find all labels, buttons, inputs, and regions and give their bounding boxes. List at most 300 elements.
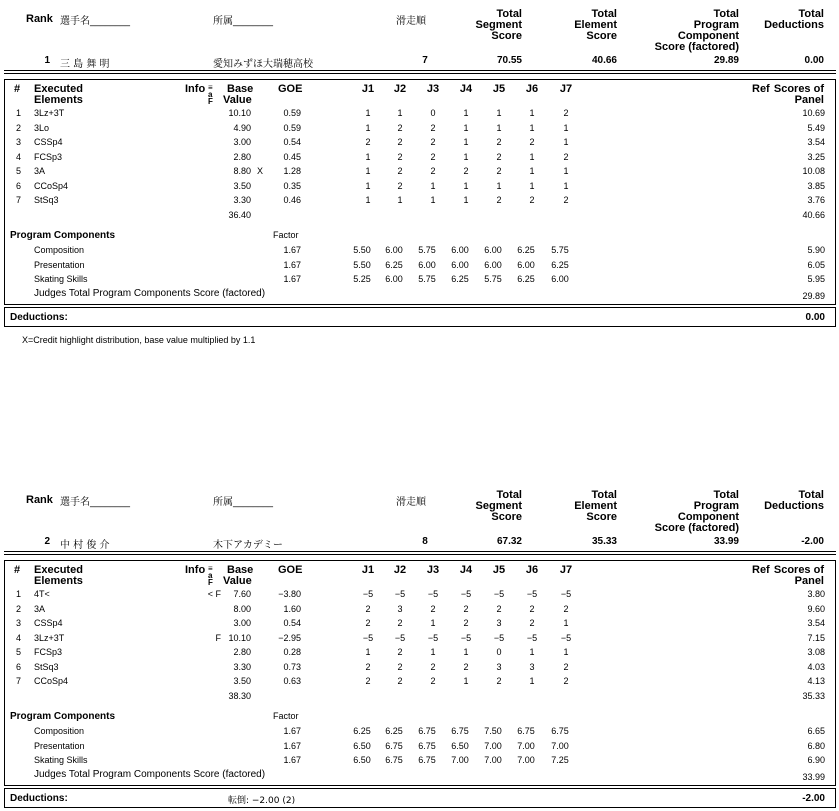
- element-panel-score: 9.60: [807, 603, 825, 614]
- element-judge-5: 1: [496, 180, 502, 191]
- program-components-heading: Program Components: [10, 230, 116, 241]
- component-judge-7: 6.00: [551, 274, 569, 284]
- element-base-value: 8.00: [233, 603, 251, 614]
- element-judge-7: 1: [563, 647, 569, 657]
- col-info: Info: [185, 83, 206, 95]
- component-name: Composition: [34, 245, 85, 255]
- total-element-score: 35.33: [591, 536, 617, 547]
- element-name: FCSp3: [34, 151, 63, 162]
- element-judge-1: 1: [365, 151, 371, 162]
- element-judge-4: 1: [463, 195, 469, 205]
- component-judge-1: 6.25: [353, 726, 371, 736]
- element-judge-4: −5: [460, 589, 472, 599]
- component-judge-5: 7.50: [484, 726, 502, 736]
- component-judge-3: 5.75: [418, 274, 436, 284]
- component-judge-2: 6.75: [385, 755, 403, 765]
- rank-label: Rank: [26, 13, 53, 25]
- header-pcs-label: Program: [693, 500, 739, 512]
- skater-rank: 1: [44, 55, 50, 66]
- component-judge-7: 7.25: [551, 755, 569, 765]
- element-judge-6: 2: [529, 618, 535, 628]
- component-judge-6: 6.25: [517, 245, 535, 255]
- element-judge-2: 2: [397, 676, 403, 686]
- component-judge-5: 5.75: [484, 274, 502, 284]
- component-panel-score: 5.95: [807, 274, 825, 284]
- header-pcs-label: Total: [713, 489, 739, 501]
- col-goe: GOE: [278, 83, 303, 95]
- component-judge-4: 7.00: [451, 755, 469, 765]
- element-judge-6: 3: [529, 661, 535, 672]
- component-judge-4: 6.00: [451, 245, 469, 255]
- component-judge-2: 6.75: [385, 740, 403, 751]
- element-judge-7: 1: [563, 122, 569, 133]
- element-panel-score: 3.25: [807, 151, 825, 162]
- element-judge-6: 1: [529, 151, 535, 162]
- component-judge-6: 7.00: [517, 740, 535, 751]
- element-judge-1: 1: [365, 122, 371, 133]
- deductions-label: Deductions:: [10, 793, 68, 804]
- total-pcs-score: 33.99: [713, 536, 739, 547]
- element-base-value: 7.60: [233, 589, 251, 599]
- col-judge-3: J3: [426, 83, 440, 95]
- element-judge-3: 1: [430, 180, 436, 191]
- element-judge-2: −5: [394, 589, 406, 599]
- element-panel-score: 3.54: [807, 618, 825, 628]
- element-judge-3: 1: [430, 647, 436, 657]
- component-judge-3: 6.75: [418, 740, 436, 751]
- element-goe: 1.60: [283, 603, 301, 614]
- element-base-value: 8.80: [233, 166, 251, 176]
- element-panel-score: 3.54: [807, 137, 825, 147]
- element-goe: 0.59: [283, 122, 301, 133]
- element-judge-5: 1: [496, 108, 502, 118]
- element-number: 1: [16, 589, 22, 599]
- component-factor: 1.67: [283, 726, 301, 736]
- element-judge-6: 1: [529, 108, 535, 118]
- col-info-vert: ≡: [208, 83, 213, 92]
- skater-name-label: 選手名________: [60, 497, 130, 508]
- element-name: 3Lz+3T: [34, 632, 65, 643]
- component-name: Skating Skills: [34, 274, 88, 284]
- element-judge-1: 2: [365, 661, 371, 672]
- component-judge-5: 6.00: [484, 245, 502, 255]
- element-panel-score: 10.69: [802, 108, 825, 118]
- component-factor: 1.67: [283, 740, 301, 751]
- col-number: #: [14, 564, 21, 576]
- header-tes-label: Element: [574, 500, 617, 512]
- element-name: StSq3: [34, 195, 59, 205]
- component-judge-1: 6.50: [353, 740, 371, 751]
- header-pcs-label: Component: [677, 30, 739, 42]
- element-judge-7: 2: [563, 108, 569, 118]
- total-segment-score: 67.32: [496, 536, 522, 547]
- element-goe: 0.73: [283, 661, 301, 672]
- base-value-total: 36.40: [228, 210, 251, 220]
- element-judge-2: 2: [397, 661, 403, 672]
- element-judge-2: −5: [394, 632, 406, 643]
- col-base-value: Value: [223, 94, 252, 106]
- component-panel-score: 6.90: [807, 755, 825, 765]
- element-number: 4: [16, 632, 22, 643]
- element-base-value: 3.50: [233, 180, 251, 191]
- deductions-detail: 転倒: −2.00 (2): [228, 796, 296, 806]
- element-judge-5: 1: [496, 122, 502, 133]
- total-element-score: 40.66: [591, 55, 617, 66]
- element-panel-score: 4.13: [807, 676, 825, 686]
- element-panel-score: 3.08: [807, 647, 825, 657]
- component-judge-5: 7.00: [484, 740, 502, 751]
- header-tes-label: Score: [586, 511, 617, 523]
- element-judge-3: 2: [430, 122, 436, 133]
- header-pcs-label: Program: [693, 19, 739, 31]
- element-judge-4: −5: [460, 632, 472, 643]
- col-executed-elements-2: Elements: [34, 575, 83, 587]
- element-number: 2: [16, 603, 22, 614]
- col-info-vert: F: [208, 97, 213, 106]
- element-name: CSSp4: [34, 137, 63, 147]
- element-judge-3: 1: [430, 618, 436, 628]
- component-judge-4: 6.75: [451, 726, 469, 736]
- col-ref: Ref: [752, 564, 770, 576]
- header-pcs-label: Total: [713, 8, 739, 20]
- element-judge-4: 1: [463, 108, 469, 118]
- col-judge-6: J6: [525, 564, 539, 576]
- col-info-vert: a: [208, 571, 213, 580]
- component-judge-6: 7.00: [517, 755, 535, 765]
- component-name: Presentation: [34, 740, 85, 751]
- element-judge-3: 2: [430, 137, 436, 147]
- element-judge-3: −5: [427, 589, 439, 599]
- component-judge-2: 6.25: [385, 259, 403, 270]
- element-number: 7: [16, 676, 22, 686]
- col-judge-5: J5: [492, 564, 506, 576]
- col-scores-of-panel: Scores of: [773, 83, 824, 95]
- header-separator: [4, 551, 836, 555]
- header-pcs-label: Score (factored): [654, 522, 739, 534]
- element-panel-score: 3.85: [807, 180, 825, 191]
- element-number: 6: [16, 661, 22, 672]
- element-goe: 0.59: [283, 108, 301, 118]
- element-name: CCoSp4: [34, 180, 69, 191]
- element-judge-4: 2: [463, 661, 469, 672]
- element-goe: 0.45: [283, 151, 301, 162]
- skater-name: 三 島 舞 明: [60, 59, 110, 70]
- col-scores-of-panel-2: Panel: [794, 575, 824, 587]
- component-factor: 1.67: [283, 245, 301, 255]
- element-judge-7: 1: [563, 618, 569, 628]
- element-judge-7: 1: [563, 166, 569, 176]
- element-judge-1: 2: [365, 603, 371, 614]
- element-judge-6: 1: [529, 647, 535, 657]
- element-number: 3: [16, 137, 22, 147]
- component-judge-1: 5.25: [353, 274, 371, 284]
- element-panel-score: 10.08: [802, 166, 825, 176]
- skater-club: 木下アカデミー: [213, 540, 283, 551]
- header-tes-label: Score: [586, 30, 617, 42]
- element-goe: 0.28: [283, 647, 301, 657]
- element-judge-4: 2: [463, 166, 469, 176]
- element-judge-7: −5: [560, 589, 572, 599]
- element-judge-6: 1: [529, 166, 535, 176]
- header-ded-label: Deductions: [764, 500, 824, 512]
- element-number: 5: [16, 166, 22, 176]
- element-judge-1: −5: [362, 589, 374, 599]
- component-factor: 1.67: [283, 274, 301, 284]
- col-judge-1: J1: [361, 83, 375, 95]
- affiliation-label: 所属________: [213, 497, 273, 508]
- element-x-marker: X: [257, 166, 264, 176]
- element-judge-2: 2: [397, 618, 403, 628]
- element-judge-1: 2: [365, 137, 371, 147]
- element-goe: −2.95: [278, 632, 301, 643]
- header-separator: [4, 70, 836, 74]
- header-pcs-label: Score (factored): [654, 41, 739, 53]
- footnote: X=Credit highlight distribution, base value multiplied by 1.1: [22, 335, 256, 345]
- col-judge-4: J4: [459, 83, 473, 95]
- header-pcs-label: Component: [677, 511, 739, 523]
- tes-total: 40.66: [802, 210, 825, 220]
- component-judge-2: 6.25: [385, 726, 403, 736]
- deductions-box: [4, 307, 836, 327]
- element-judge-2: 2: [397, 137, 403, 147]
- col-base: Base: [227, 83, 254, 95]
- component-judge-7: 6.75: [551, 726, 569, 736]
- element-judge-2: 2: [397, 180, 403, 191]
- component-judge-7: 5.75: [551, 245, 569, 255]
- component-judge-7: 7.00: [551, 740, 569, 751]
- element-judge-3: 2: [430, 166, 436, 176]
- factor-heading: Factor: [273, 711, 299, 721]
- header-tss-label: Score: [491, 30, 522, 42]
- element-judge-6: 2: [529, 137, 535, 147]
- element-judge-1: 1: [365, 108, 371, 118]
- start-number: 8: [422, 536, 428, 547]
- header-tss-label: Total: [496, 489, 522, 501]
- header-ded-label: Total: [798, 8, 824, 20]
- element-judge-3: 2: [430, 676, 436, 686]
- deductions-value: 0.00: [805, 312, 825, 323]
- element-judge-3: 2: [430, 151, 436, 162]
- element-judge-2: 2: [397, 151, 403, 162]
- skater-club: 愛知みずほ大瑞穂高校: [213, 59, 313, 70]
- element-judge-4: 1: [463, 122, 469, 133]
- component-name: Skating Skills: [34, 755, 88, 765]
- skater-rank: 2: [44, 536, 50, 547]
- element-number: 2: [16, 122, 22, 133]
- col-number: #: [14, 83, 21, 95]
- element-judge-6: −5: [526, 632, 538, 643]
- element-name: CCoSp4: [34, 676, 69, 686]
- col-judge-6: J6: [525, 83, 539, 95]
- component-judge-4: 6.25: [451, 274, 469, 284]
- element-number: 5: [16, 647, 22, 657]
- element-judge-3: 1: [430, 195, 436, 205]
- element-judge-3: −5: [427, 632, 439, 643]
- element-judge-2: 2: [397, 166, 403, 176]
- start-order-label: 滑走順: [396, 16, 426, 27]
- affiliation-label: 所属________: [213, 16, 273, 27]
- element-number: 7: [16, 195, 22, 205]
- program-components-heading: Program Components: [10, 711, 116, 722]
- component-judge-3: 6.00: [418, 259, 436, 270]
- element-judge-7: 1: [563, 137, 569, 147]
- header-ded-label: Deductions: [764, 19, 824, 31]
- component-panel-score: 5.90: [807, 245, 825, 255]
- judges-total-pcs-label: Judges Total Program Components Score (factored): [34, 769, 266, 780]
- element-judge-2: 2: [397, 647, 403, 657]
- element-judge-4: 1: [463, 676, 469, 686]
- element-judge-7: 2: [563, 676, 569, 686]
- rank-label: Rank: [26, 494, 53, 506]
- element-judge-2: 2: [397, 122, 403, 133]
- element-panel-score: 4.03: [807, 661, 825, 672]
- element-base-value: 10.10: [228, 632, 251, 643]
- element-judge-2: 1: [397, 108, 403, 118]
- element-number: 1: [16, 108, 22, 118]
- header-ded-label: Total: [798, 489, 824, 501]
- col-scores-of-panel: Scores of: [773, 564, 824, 576]
- col-executed-elements-2: Elements: [34, 94, 83, 106]
- component-factor: 1.67: [283, 755, 301, 765]
- element-number: 4: [16, 151, 22, 162]
- element-judge-5: 0: [496, 647, 502, 657]
- component-judge-6: 6.75: [517, 726, 535, 736]
- col-info-vert: a: [208, 90, 213, 99]
- component-judge-4: 6.50: [451, 740, 469, 751]
- total-pcs-score: 29.89: [713, 55, 739, 66]
- skater-name-label: 選手名________: [60, 16, 130, 27]
- col-ref: Ref: [752, 83, 770, 95]
- element-base-value: 3.50: [233, 676, 251, 686]
- element-base-value: 2.80: [233, 647, 251, 657]
- element-judge-1: −5: [362, 632, 374, 643]
- element-judge-2: 1: [397, 195, 403, 205]
- element-judge-6: 1: [529, 676, 535, 686]
- element-judge-4: 1: [463, 137, 469, 147]
- col-judge-7: J7: [559, 83, 573, 95]
- element-info: < F: [207, 589, 221, 599]
- col-judge-7: J7: [559, 564, 573, 576]
- col-base-value: Value: [223, 575, 252, 587]
- component-judge-1: 6.50: [353, 755, 371, 765]
- component-judge-1: 5.50: [353, 245, 371, 255]
- element-judge-1: 2: [365, 676, 371, 686]
- start-order-label: 滑走順: [396, 497, 426, 508]
- col-judge-3: J3: [426, 564, 440, 576]
- element-judge-7: 2: [563, 661, 569, 672]
- element-goe: 0.35: [283, 180, 301, 191]
- element-judge-5: 2: [496, 166, 502, 176]
- start-number: 7: [422, 55, 428, 66]
- col-info-vert: ≡: [208, 564, 213, 573]
- component-judge-6: 6.25: [517, 274, 535, 284]
- col-judge-1: J1: [361, 564, 375, 576]
- element-judge-7: 2: [563, 603, 569, 614]
- total-deductions: -2.00: [801, 536, 824, 547]
- element-judge-7: −5: [560, 632, 572, 643]
- skater-name: 中 村 俊 介: [60, 540, 110, 551]
- pcs-total: 29.89: [802, 291, 825, 301]
- header-tss-label: Segment: [475, 19, 522, 31]
- element-judge-2: 3: [397, 603, 403, 614]
- col-goe: GOE: [278, 564, 303, 576]
- element-info: F: [215, 632, 221, 643]
- header-tss-label: Total: [496, 8, 522, 20]
- element-judge-1: 1: [365, 647, 371, 657]
- col-scores-of-panel-2: Panel: [794, 94, 824, 106]
- component-judge-3: 5.75: [418, 245, 436, 255]
- element-judge-5: 3: [496, 661, 502, 672]
- element-goe: 0.54: [283, 137, 301, 147]
- element-goe: 1.28: [283, 166, 301, 176]
- element-judge-5: 2: [496, 151, 502, 162]
- component-name: Composition: [34, 726, 85, 736]
- element-panel-score: 3.76: [807, 195, 825, 205]
- element-goe: 0.63: [283, 676, 301, 686]
- component-factor: 1.67: [283, 259, 301, 270]
- element-judge-4: 1: [463, 647, 469, 657]
- element-judge-6: −5: [526, 589, 538, 599]
- element-name: 3A: [34, 603, 46, 614]
- header-tes-label: Element: [574, 19, 617, 31]
- total-segment-score: 70.55: [496, 55, 522, 66]
- element-judge-5: 2: [496, 676, 502, 686]
- element-number: 6: [16, 180, 22, 191]
- element-judge-6: 1: [529, 180, 535, 191]
- header-tes-label: Total: [591, 489, 617, 501]
- element-base-value: 2.80: [233, 151, 251, 162]
- element-judge-5: −5: [493, 589, 505, 599]
- element-judge-7: 2: [563, 151, 569, 162]
- col-judge-4: J4: [459, 564, 473, 576]
- element-judge-4: 2: [463, 618, 469, 628]
- element-base-value: 10.10: [228, 108, 251, 118]
- element-judge-7: 1: [563, 180, 569, 191]
- component-name: Presentation: [34, 259, 85, 270]
- element-judge-3: 2: [430, 661, 436, 672]
- element-judge-6: 2: [529, 603, 535, 614]
- element-base-value: 4.90: [233, 122, 251, 133]
- judges-total-pcs-label: Judges Total Program Components Score (factored): [34, 288, 266, 299]
- component-judge-1: 5.50: [353, 259, 371, 270]
- element-goe: 0.46: [283, 195, 301, 205]
- element-judge-5: −5: [493, 632, 505, 643]
- element-judge-4: 1: [463, 151, 469, 162]
- total-deductions: 0.00: [804, 55, 824, 66]
- element-judge-1: 2: [365, 618, 371, 628]
- base-value-total: 38.30: [228, 691, 251, 701]
- deductions-box: [4, 788, 836, 808]
- element-name: CSSp4: [34, 618, 63, 628]
- element-number: 3: [16, 618, 22, 628]
- col-executed-elements: Executed: [34, 83, 83, 95]
- element-judge-4: 1: [463, 180, 469, 191]
- deductions-label: Deductions:: [10, 312, 68, 323]
- element-name: 3A: [34, 166, 46, 176]
- element-base-value: 3.00: [233, 137, 251, 147]
- component-panel-score: 6.80: [807, 740, 825, 751]
- element-name: 3Lz+3T: [34, 108, 65, 118]
- pcs-total: 33.99: [802, 772, 825, 782]
- component-judge-3: 6.75: [418, 755, 436, 765]
- header-tss-label: Score: [491, 511, 522, 523]
- element-judge-6: 2: [529, 195, 535, 205]
- element-judge-3: 2: [430, 603, 436, 614]
- col-info-vert: F: [208, 578, 213, 587]
- element-judge-5: 2: [496, 137, 502, 147]
- element-judge-7: 2: [563, 195, 569, 205]
- component-judge-5: 7.00: [484, 755, 502, 765]
